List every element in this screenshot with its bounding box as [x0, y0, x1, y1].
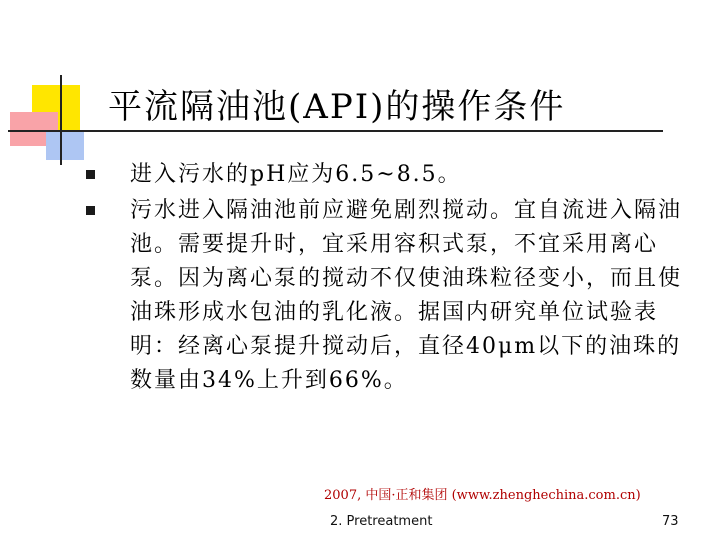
slide-title: 平流隔油池(API)的操作条件 — [108, 87, 566, 127]
decorative-blue-block — [46, 130, 84, 160]
bullet-item — [86, 158, 686, 192]
square-bullet-icon — [86, 170, 95, 179]
bullet-list — [86, 158, 686, 398]
footer-section-label: 2. Pretreatment — [330, 514, 433, 529]
bullet-text: 进入污水的pH应为6.5~8.5。 — [130, 162, 462, 187]
title-underline — [8, 130, 663, 132]
bullet-item — [86, 194, 686, 398]
page-number: 73 — [662, 514, 679, 529]
bullet-text: 污水进入隔油池前应避免剧烈搅动。宜自流进入隔油池。需要提升时，宜采用容积式泵，不宜采用离心泵。因为离心泵的搅动不仅使油珠粒径变小，而且使油珠形成水包油的乳化液。据国内研究单位试验表明：经离心泵提升搅动后，直径40μm以下的油珠的数量由34%上升到66%。 — [130, 198, 683, 393]
square-bullet-icon — [86, 206, 95, 215]
footer-organization: 2007, 中国·正和集团 (www.zhenghechina.com.cn) — [324, 488, 641, 503]
decorative-vertical-line — [60, 75, 62, 165]
